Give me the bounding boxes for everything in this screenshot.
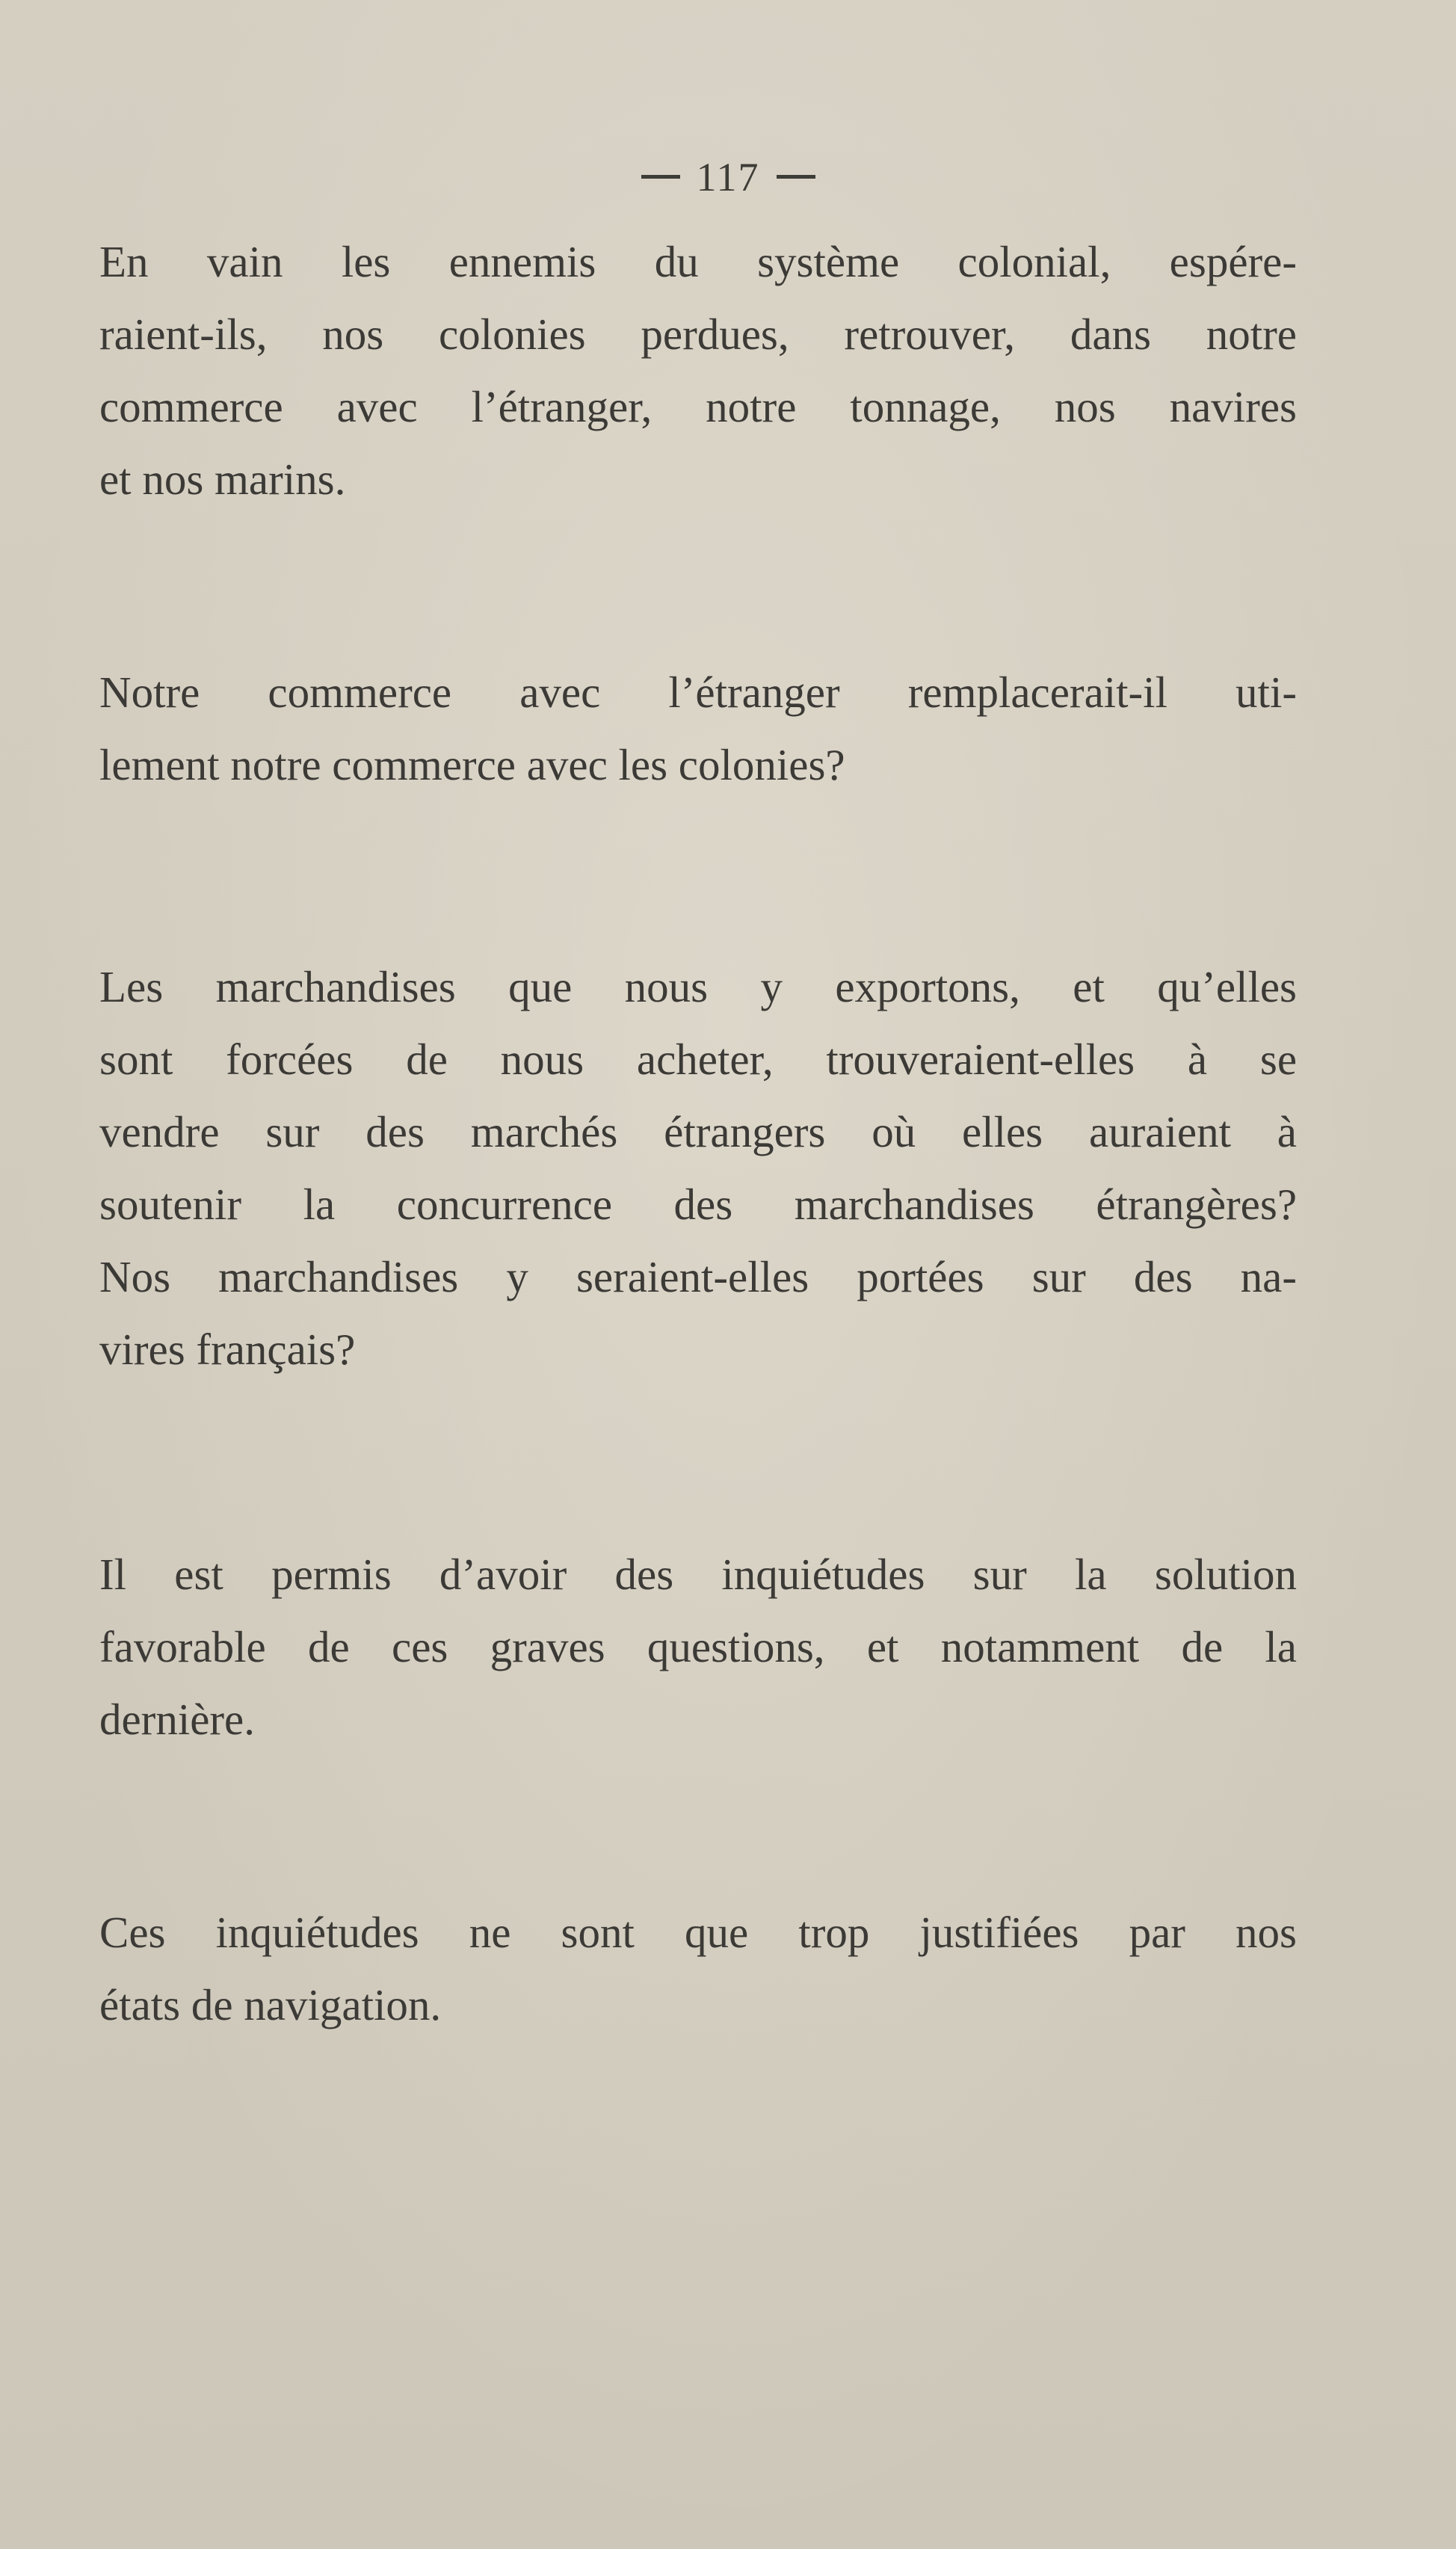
- paragraph-line: dernière.: [99, 1695, 255, 1744]
- paragraph-line: Notre commerce avec l’étranger remplacerait-il uti-: [99, 668, 1297, 717]
- paragraph-line: raient-ils, nos colonies perdues, retrouver, dans notre: [99, 309, 1297, 359]
- paragraph-line: Nos marchandises y seraient-elles portées sur des na-: [99, 1252, 1297, 1301]
- right-dash: [777, 175, 815, 179]
- paragraph-3: [99, 951, 1297, 1386]
- paragraph-line: sont forcées de nous acheter, trouveraient-elles à se: [99, 1035, 1297, 1084]
- page-number-header: [0, 154, 1456, 200]
- paragraph-line: états de navigation.: [99, 1980, 442, 2029]
- paragraph-2: [99, 656, 1297, 801]
- paragraph-1: [99, 226, 1297, 516]
- paragraph-line: soutenir la concurrence des marchandises étrangères?: [99, 1180, 1297, 1229]
- paragraph-line: et nos marins.: [99, 454, 346, 504]
- paragraph-line: Les marchandises que nous y exportons, et qu’elles: [99, 962, 1297, 1011]
- paragraph-5: [99, 1896, 1297, 2041]
- paragraph-line: Il est permis d’avoir des inquiétudes sur la solution: [99, 1550, 1297, 1599]
- paragraph-line: vendre sur des marchés étrangers où elles auraient à: [99, 1107, 1297, 1156]
- paragraph-line: vires français?: [99, 1325, 356, 1374]
- paragraph-line: commerce avec l’étranger, notre tonnage, nos navires: [99, 382, 1297, 431]
- paragraph-4: [99, 1538, 1297, 1756]
- left-dash: [641, 175, 680, 179]
- paragraph-line: lement notre commerce avec les colonies?: [99, 740, 845, 789]
- paragraph-line: En vain les ennemis du système colonial, espére-: [99, 237, 1297, 286]
- paragraph-line: Ces inquiétudes ne sont que trop justifiées par nos: [99, 1908, 1297, 1957]
- page-number: 117: [696, 155, 760, 200]
- paragraph-line: favorable de ces graves questions, et notamment de la: [99, 1622, 1297, 1671]
